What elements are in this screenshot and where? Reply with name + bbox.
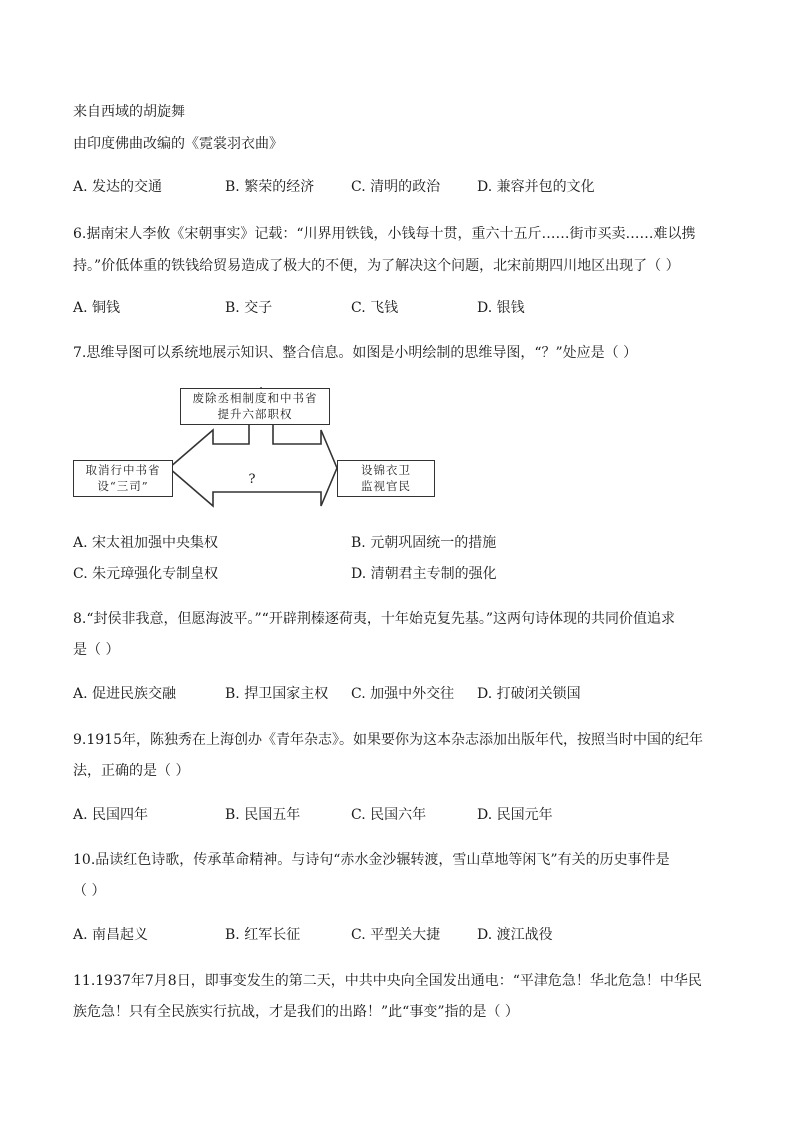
left-box: [73, 460, 173, 497]
q9-options: [73, 805, 713, 825]
q5-options: [73, 177, 713, 197]
q8-option-a[interactable]: A. 促进民族交融: [73, 686, 177, 702]
q8-stem-line: 8.“封侯非我意，但愿海波平。”“开辟荆榛逐荷夷，十年始克复先基。”这两句诗体现的共同价值追求: [73, 611, 675, 627]
q9-option-b[interactable]: B. 民国五年: [225, 807, 301, 823]
q6-stem-line: 6.据南宋人李攸《宋朝事实》记载：“川界用铁钱，小钱每十贯，重六十五斤……街市买卖……难以携: [73, 226, 696, 242]
q7-stem-line: 7.思维导图可以系统地展示知识、整合信息。如图是小明绘制的思维导图，“？”处应是（ ）: [73, 345, 638, 361]
q6-option-c[interactable]: C. 飞钱: [351, 300, 399, 316]
q10-stem-line: 10.品读红色诗歌，传承革命精神。与诗句“赤水金沙辗转渡，雪山草地等闲飞”有关的历史事件是: [73, 852, 670, 868]
q10-options: [73, 925, 713, 945]
right-box: [337, 460, 435, 497]
q6-option-b[interactable]: B. 交子: [225, 300, 273, 316]
text-line: 来自西域的胡旋舞: [73, 104, 185, 120]
q9-option-d[interactable]: D. 民国元年: [477, 807, 553, 823]
mind-map-diagram: [73, 380, 453, 510]
q9-option-a[interactable]: A. 民国四年: [73, 807, 149, 823]
q7-options-row2: [73, 564, 713, 584]
q8-options: [73, 684, 713, 704]
top-box-line1: 废除丞相制度和中书省: [192, 391, 318, 405]
text-line: 由印度佛曲改编的《霓裳羽衣曲》: [73, 136, 283, 152]
q10-option-b[interactable]: B. 红军长征: [225, 927, 301, 943]
left-box-line2: 设“三司”: [97, 479, 149, 493]
q9-stem-line: 法，正确的是（ ）: [73, 763, 190, 779]
q5-option-c[interactable]: C. 清明的政治: [351, 179, 441, 195]
q5-option-b[interactable]: B. 繁荣的经济: [225, 179, 315, 195]
top-box: [180, 388, 330, 425]
q6-stem-line: 持。”价低体重的铁钱给贸易造成了极大的不便，为了解决这个问题，北宋前期四川地区出现了（ ）: [73, 258, 680, 274]
q10-option-c[interactable]: C. 平型关大捷: [351, 927, 441, 943]
q8-option-b[interactable]: B. 捍卫国家主权: [225, 686, 329, 702]
left-box-line1: 取消行中书省: [85, 463, 161, 477]
top-box-line2: 提升六部职权: [217, 407, 293, 421]
q9-stem-line: 9.1915年，陈独秀在上海创办《青年杂志》。如果要你为这本杂志添加出版年代，按照当时中国的纪年: [73, 732, 703, 748]
q7-option-a[interactable]: A. 宋太祖加强中央集权: [73, 535, 219, 551]
q11-stem-line: 族危急！只有全民族实行抗战，才是我们的出路！”此“事变”指的是（ ）: [73, 1004, 519, 1020]
q7-option-c[interactable]: C. 朱元璋强化专制皇权: [73, 566, 219, 582]
q7-options-row1: [73, 533, 713, 553]
q6-options: [73, 298, 713, 318]
right-box-line1: 设锦衣卫: [361, 463, 411, 477]
q5-option-d[interactable]: D. 兼容并包的文化: [477, 179, 595, 195]
q7-option-d[interactable]: D. 清朝君主专制的强化: [351, 566, 497, 582]
q10-option-a[interactable]: A. 南昌起义: [73, 927, 149, 943]
q8-stem-line: 是（ ）: [73, 642, 120, 658]
right-box-line2: 监视官民: [361, 479, 411, 493]
q9-option-c[interactable]: C. 民国六年: [351, 807, 427, 823]
q8-option-c[interactable]: C. 加强中外交往: [351, 686, 455, 702]
q10-option-d[interactable]: D. 渡江战役: [477, 927, 553, 943]
q5-option-a[interactable]: A. 发达的交通: [73, 179, 163, 195]
q6-option-d[interactable]: D. 银钱: [477, 300, 525, 316]
q8-option-d[interactable]: D. 打破闭关锁国: [477, 686, 581, 702]
q7-option-b[interactable]: B. 元朝巩固统一的措施: [351, 535, 497, 551]
q11-stem-line: 11.1937年7月8日，即事变发生的第二天，中共中央向全国发出通电：“平津危急！华北危急！中华民: [73, 973, 702, 989]
q6-option-a[interactable]: A. 铜钱: [73, 300, 121, 316]
q10-stem-line: （ ）: [73, 883, 106, 899]
center-question-mark: ?: [248, 472, 256, 487]
